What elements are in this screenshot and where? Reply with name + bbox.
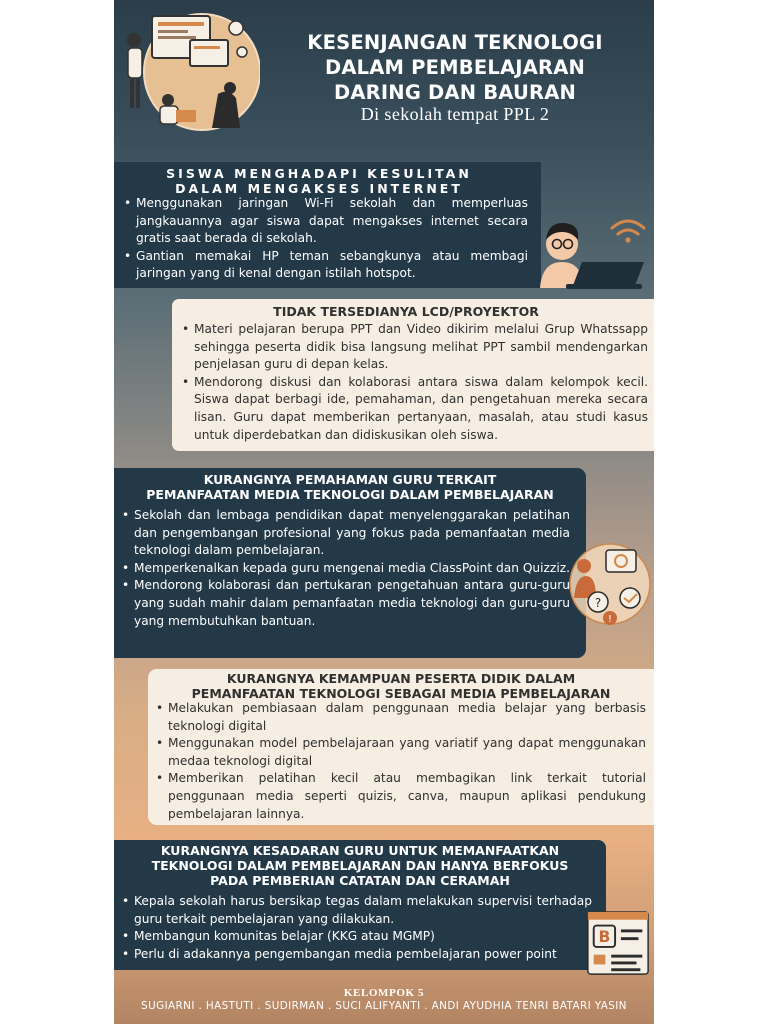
list-item: • Memperkenalkan kepada guru mengenai media ClassPoint dan Quizziz. — [122, 560, 570, 578]
svg-text:B: B — [598, 928, 611, 947]
section-list — [122, 507, 570, 630]
team-collaboration-icon — [566, 540, 652, 626]
section-no-projector — [172, 299, 654, 451]
list-item: • Sekolah dan lembaga pendidikan dapat menyelenggarakan pelatihan dan pengembangan profesional yang fokus pada pemanfaatan media teknologi dalam pembelajaran. — [122, 507, 570, 560]
list-item: • Mendorong diskusi dan kolaborasi antara siswa dalam kelompok kecil. Siswa dapat berbagi ide, pemahaman, dan pengetahuan mereka secara lisan. Guru dapat memberikan pertanyaan, masalah, atau studi kasus untuk diperdebatkan dan didiskusikan oleh siswa. — [182, 374, 648, 444]
section-title: KURANGNYA KESADARAN GURU UNTUK MEMANFAATKAN TEKNOLOGI DALAM PEMBELAJARAN DAN HANYA BERFOKUS PADA PEMBERIAN CATATAN DAN CERAMAH — [151, 843, 569, 888]
section-title: KURANGNYA PEMAHAMAN GURU TERKAIT PEMANFAATAN MEDIA TEKNOLOGI DALAM PEMBELAJARAN — [146, 472, 554, 502]
infographic-poster — [114, 0, 654, 1024]
section-teacher-understanding — [114, 468, 586, 658]
svg-text:?: ? — [594, 596, 602, 610]
list-item: • Gantian memakai HP teman sebangkunya atau membagi jaringan yang di kenal dengan istilah hotspot. — [124, 248, 528, 283]
student-laptop-wifi-icon — [528, 210, 652, 290]
list-item: • Menggunakan model pembelajaraan yang variatif yang dapat menggunakan medaa teknologi digital — [156, 735, 646, 770]
section-list — [182, 321, 648, 444]
group-name: KELOMPOK 5 — [343, 987, 425, 999]
list-item: • Menggunakan jaringan Wi-Fi sekolah dan memperluas jangkauannya agar siswa dapat mengakses internet secara gratis saat berada di sekolah. — [124, 195, 528, 248]
section-list — [122, 893, 592, 963]
page-title: KESENJANGAN TEKNOLOGI DALAM PEMBELAJARAN DARING DAN BAURAN — [307, 31, 603, 104]
section-title: TIDAK TERSEDIANYA LCD/PROYEKTOR — [273, 304, 539, 319]
section-internet-access — [114, 162, 541, 288]
blog-document-icon — [584, 910, 652, 978]
section-list — [156, 700, 646, 823]
list-item: • Kepala sekolah harus bersikap tegas dalam melakukan supervisi terhadap guru terkait pembelajaran yang dilakukan. — [122, 893, 592, 928]
svg-text:!: ! — [607, 614, 613, 625]
list-item: • Mendorong kolaborasi dan pertukaran pengetahuan antara guru-guru yang sudah mahir dalam pemanfaatan media teknologi dan guru-guru yang membutuhkan bantuan. — [122, 577, 570, 630]
list-item: • Materi pelajaran berupa PPT dan Video dikirim melalui Grup Whatssapp sehingga peserta didik bisa langsung melihat PPT sambil mendengarkan penjelasan guru di depan kelas. — [182, 321, 648, 374]
section-student-ability — [148, 669, 654, 825]
list-item: • Memberikan pelatihan kecil atau membagikan link terkait tutorial penggunaan media seperti quizis, canva, maupun aplikasi pendukung pembelajaran lainnya. — [156, 770, 646, 823]
list-item: • Melakukan pembiasaan dalam penggunaan media belajar yang berbasis teknologi digital — [156, 700, 646, 735]
section-teacher-awareness — [114, 840, 606, 970]
section-title: KURANGNYA KEMAMPUAN PESERTA DIDIK DALAM PEMANFAATAN TEKNOLOGI SEBAGAI MEDIA PEMBELAJARAN — [191, 671, 611, 701]
section-title: SISWA MENGHADAPI KESULITAN DALAM MENGAKSES INTERNET — [166, 166, 472, 196]
section-list — [124, 195, 528, 283]
page-subtitle: Di sekolah tempat PPL 2 — [360, 104, 550, 124]
list-item: • Perlu di adakannya pengembangan media pembelajaran power point — [122, 946, 592, 964]
list-item: • Membangun komunitas belajar (KKG atau MGMP) — [122, 928, 592, 946]
online-learning-illustration-icon — [118, 6, 260, 136]
member-names: SUGIARNI . HASTUTI . SUDIRMAN . SUCI ALIFYANTI . ANDI AYUDHIA TENRI BATARI YASIN — [141, 1000, 627, 1012]
